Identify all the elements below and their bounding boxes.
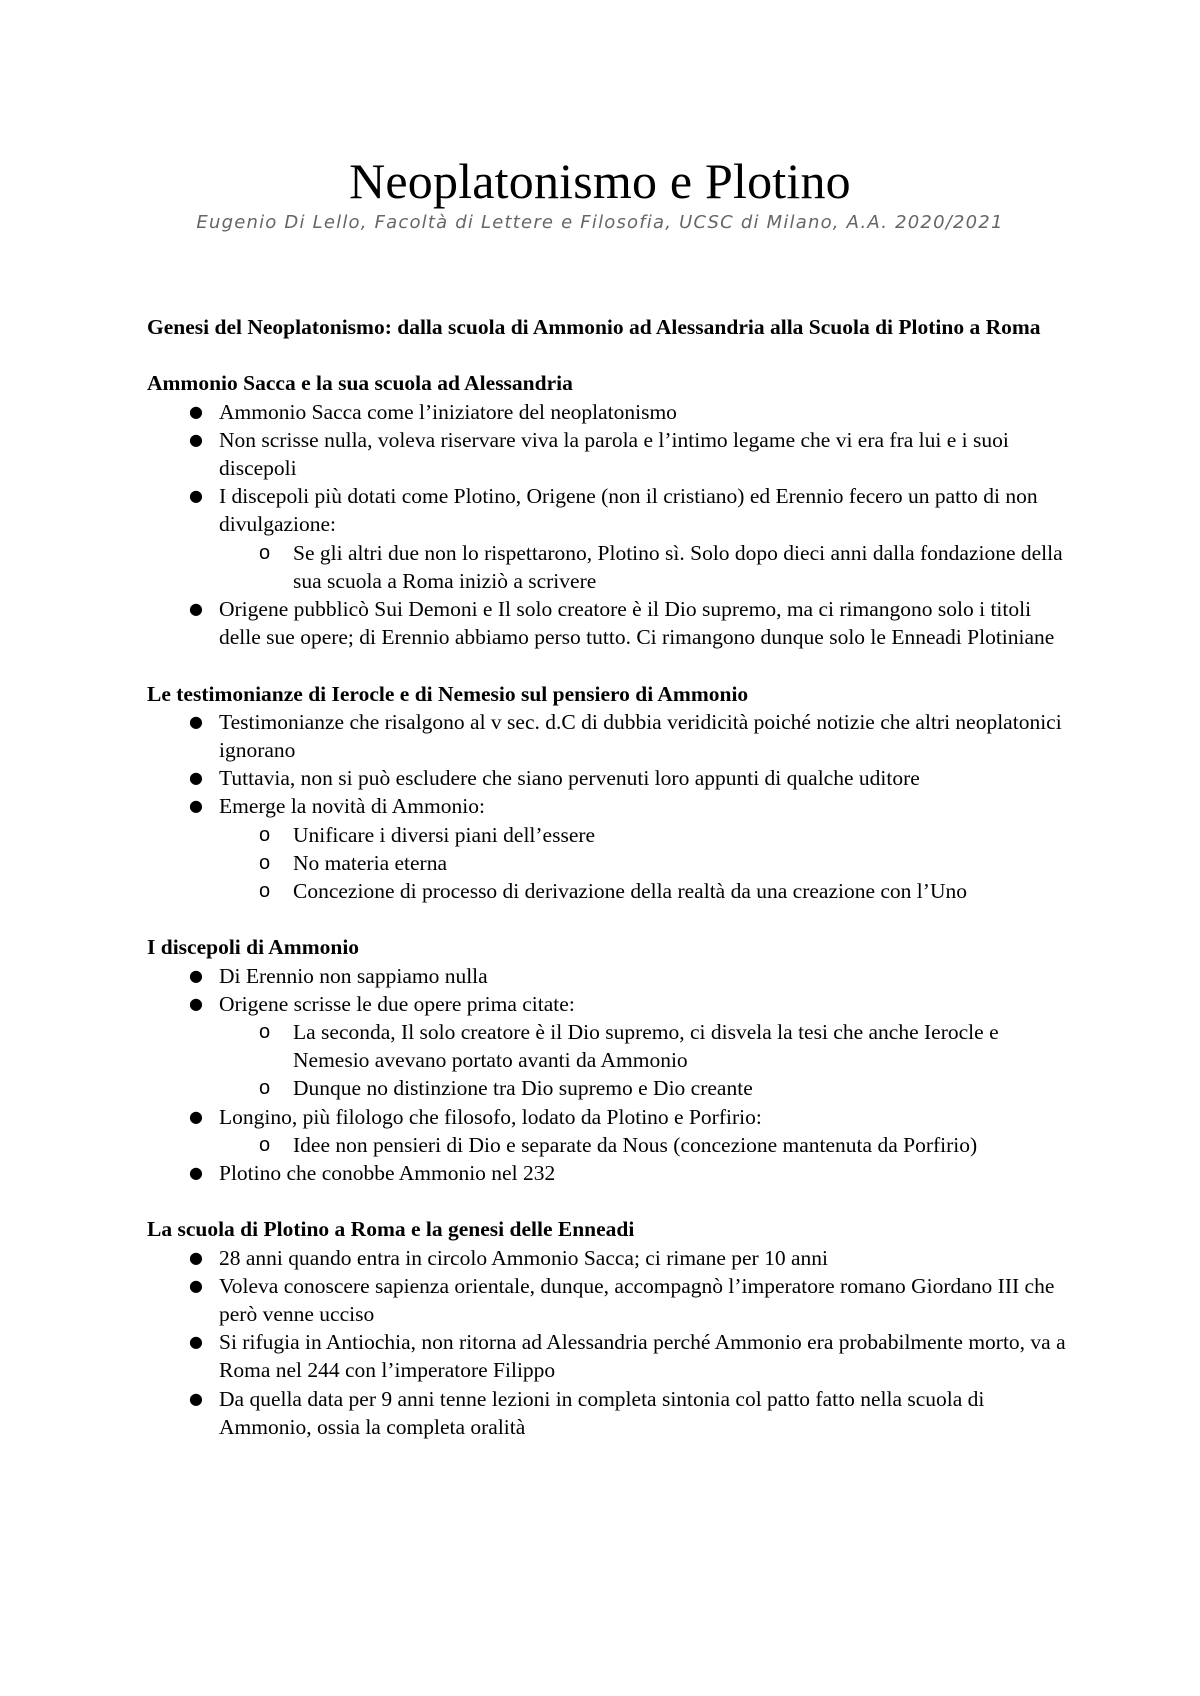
bullet-list [147,398,1067,652]
list-item-text: I discepoli più dotati come Plotino, Origene (non il cristiano) ed Erennio fecero un patto di non divulgazione: [219,484,1038,537]
sub-list-item-text: Unificare i diversi piani dell’essere [293,822,596,847]
list-item-text: Di Erennio non sappiamo nulla [219,963,488,988]
list-item [189,708,1067,764]
sub-bullet-icon: o [259,1077,271,1100]
section [147,369,1067,651]
document-body [147,313,1067,1469]
section [147,680,1067,906]
sub-list-item [259,1074,1067,1102]
sub-list-item-text: Se gli altri due non lo rispettarono, Plotino sì. Solo dopo dieci anni dalla fondazione della sua scuola a Roma iniziò a scrivere [293,540,1063,593]
list-item-text: Tuttavia, non si può escludere che siano pervenuti loro appunti di qualche uditore [219,766,920,791]
bullet-icon: ● [189,1332,203,1352]
bullet-icon: ● [189,1275,203,1295]
bullet-icon: ● [189,486,203,506]
list-item [189,1103,1067,1159]
list-item [189,962,1067,990]
sub-bullet-icon: o [259,1021,271,1044]
section-heading: Ammonio Sacca e la sua scuola ad Alessandria [147,371,573,396]
bullet-icon: ● [189,711,203,731]
list-item [189,426,1067,482]
document-title: Neoplatonismo e Plotino [349,153,851,209]
list-item [189,398,1067,426]
section [147,1215,1067,1441]
bullet-icon: ● [189,429,203,449]
section-heading: I discepoli di Ammonio [147,935,360,960]
section [147,313,1067,341]
list-item [189,990,1067,1103]
bullet-icon: ● [189,599,203,619]
sub-bullet-list [219,821,1067,906]
list-item-text: Origene scrisse le due opere prima citate: [219,991,575,1016]
list-item [189,764,1067,792]
sub-list-item [259,877,1067,905]
list-item-text: Non scrisse nulla, voleva riservare viva la parola e l’intimo legame che vi era fra lui e i suoi discepoli [219,427,1009,480]
sub-list-item [259,1018,1067,1074]
bullet-icon: ● [189,1247,203,1267]
bullet-icon: ● [189,768,203,788]
bullet-list [147,708,1067,905]
list-item [189,792,1067,905]
list-item-text: Voleva conoscere sapienza orientale, dunque, accompagnò l’imperatore romano Giordano III che però venne ucciso [219,1273,1055,1327]
sub-bullet-list [219,539,1067,595]
list-item [189,1244,1067,1272]
list-item-text: Si rifugia in Antiochia, non ritorna ad Alessandria perché Ammonio era probabilmente morto, va a Roma nel 244 con l’imperatore Filippo [219,1330,1066,1383]
sub-bullet-icon: o [259,823,271,846]
sub-list-item-text: Concezione di processo di derivazione della realtà da una creazione con l’Uno [293,879,967,904]
sub-list-item-text: Idee non pensieri di Dio e separate da Nous (concezione mantenuta da Porfirio) [293,1132,978,1157]
sub-bullet-icon: o [259,1133,271,1156]
list-item [189,1272,1067,1328]
bullet-icon: ● [189,1388,203,1408]
list-item [189,595,1067,651]
sub-list-item-text: La seconda, Il solo creatore è il Dio supremo, ci disvela la tesi che anche Ierocle e Nemesio avevano portato avanti da Ammonio [293,1020,999,1073]
bullet-icon: ● [189,993,203,1013]
bullet-icon: ● [189,401,203,421]
list-item-text: 28 anni quando entra in circolo Ammonio Sacca; ci rimane per 10 anni [219,1245,828,1270]
list-item-text: Ammonio Sacca come l’iniziatore del neoplatonismo [219,399,677,424]
list-item-text: Plotino che conobbe Ammonio nel 232 [219,1161,556,1186]
bullet-list [147,962,1067,1188]
list-item [189,482,1067,595]
sub-list-item [259,821,1067,849]
list-item-text: Da quella data per 9 anni tenne lezioni in completa sintonia col patto fatto nella scuola di Ammonio, ossia la completa oralità [219,1386,985,1439]
list-item-text: Longino, più filologo che filosofo, lodato da Plotino e Porfirio: [219,1104,762,1129]
bullet-icon: ● [189,1163,203,1183]
sub-list-item [259,1131,1067,1159]
bullet-icon: ● [189,1106,203,1126]
sub-list-item [259,539,1067,595]
sub-bullet-icon: o [259,851,271,874]
bullet-list [147,1244,1067,1441]
list-item [189,1159,1067,1187]
list-item-text: Origene pubblicò Sui Demoni e Il solo creatore è il Dio supremo, ma ci rimangono solo i titoli delle sue opere; di Erennio abbiamo perso tutto. Ci rimangono dunque solo le Enneadi Plotiniane [219,597,1055,650]
document-subtitle: Eugenio Di Lello, Facoltà di Lettere e Filosofia, UCSC di Milano, A.A. 2020/2021 [196,212,1004,233]
sub-list-item-text: No materia eterna [293,850,447,875]
list-item [189,1328,1067,1384]
sub-bullet-icon: o [259,541,271,564]
list-item-text: Testimonianze che risalgono al v sec. d.C di dubbia veridicità poiché notizie che altri neoplatonici ignorano [219,709,1062,763]
sub-list-item-text: Dunque no distinzione tra Dio supremo e Dio creante [293,1076,753,1101]
section-heading: Le testimonianze di Ierocle e di Nemesio sul pensiero di Ammonio [147,681,749,706]
bullet-icon: ● [189,965,203,985]
section-heading: La scuola di Plotino a Roma e la genesi delle Enneadi [147,1217,635,1242]
section [147,933,1067,1187]
list-item [189,1385,1067,1441]
bullet-icon: ● [189,796,203,816]
list-item-text: Emerge la novità di Ammonio: [219,794,485,819]
sub-bullet-list [219,1131,1067,1159]
section-heading: Genesi del Neoplatonismo: dalla scuola di Ammonio ad Alessandria alla Scuola di Plotino a Roma [147,315,1041,339]
sub-bullet-list [219,1018,1067,1103]
sub-list-item [259,849,1067,877]
sub-bullet-icon: o [259,880,271,903]
